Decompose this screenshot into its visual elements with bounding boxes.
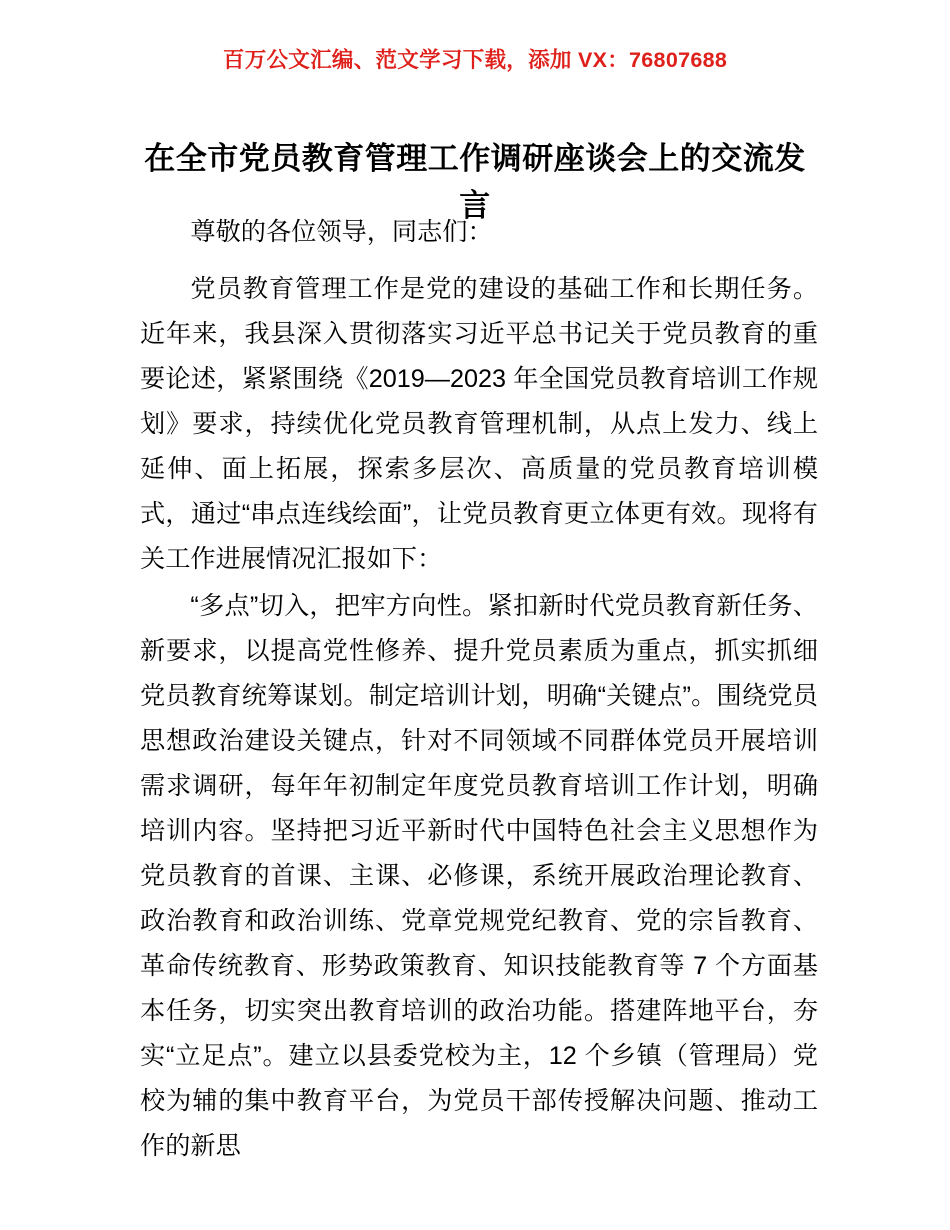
promo-watermark-banner	[0, 50, 950, 72]
document-body	[140, 210, 818, 1171]
salutation-line: 尊敬的各位领导，同志们：	[190, 218, 493, 246]
body-paragraph-2: “多点”切入，把牢方向性。紧扣新时代党员教育新任务、新要求，以提高党性修养、提升党员素质为重点，抓实抓细党员教育统筹谋划。制定培训计划，明确“关键点”。围绕党员思想政治建设关键点，针对不同领域不同群体党员开展培训需求调研，每年年初制定年度党员教育培训工作计划，明确培训内容。坚持把习近平新时代中国特色社会主义思想作为党员教育的首课、主课、必修课，系统开展政治理论教育、政治教育和政治训练、党章党规党纪教育、党的宗旨教育、革命传统教育、形势政策教育、知识技能教育等 7 个方面基本任务，切实突出教育培训的政治功能。搭建阵地平台，夯实“立足点”。建立以县委党校为主，12 个乡镇（管理局）党校为辅的集中教育平台，为党员干部传授解决问题、推动工作的新思	[140, 592, 818, 1160]
body-paragraph-1: 党员教育管理工作是党的建设的基础工作和长期任务。近年来，我县深入贯彻落实习近平总书记关于党员教育的重要论述，紧紧围绕《2019—2023 年全国党员教育培训工作规划》要求，持续优化党员教育管理机制，从点上发力、线上延伸、面上拓展，探索多层次、高质量的党员教育培训模式，通过“串点连线绘面”，让党员教育更立体更有效。现将有关工作进展情况汇报如下：	[140, 275, 818, 573]
document-title: 在全市党员教育管理工作调研座谈会上的交流发言	[144, 140, 806, 223]
promo-watermark-text: 百万公文汇编、范文学习下载，添加 VX：76807688	[222, 48, 728, 72]
